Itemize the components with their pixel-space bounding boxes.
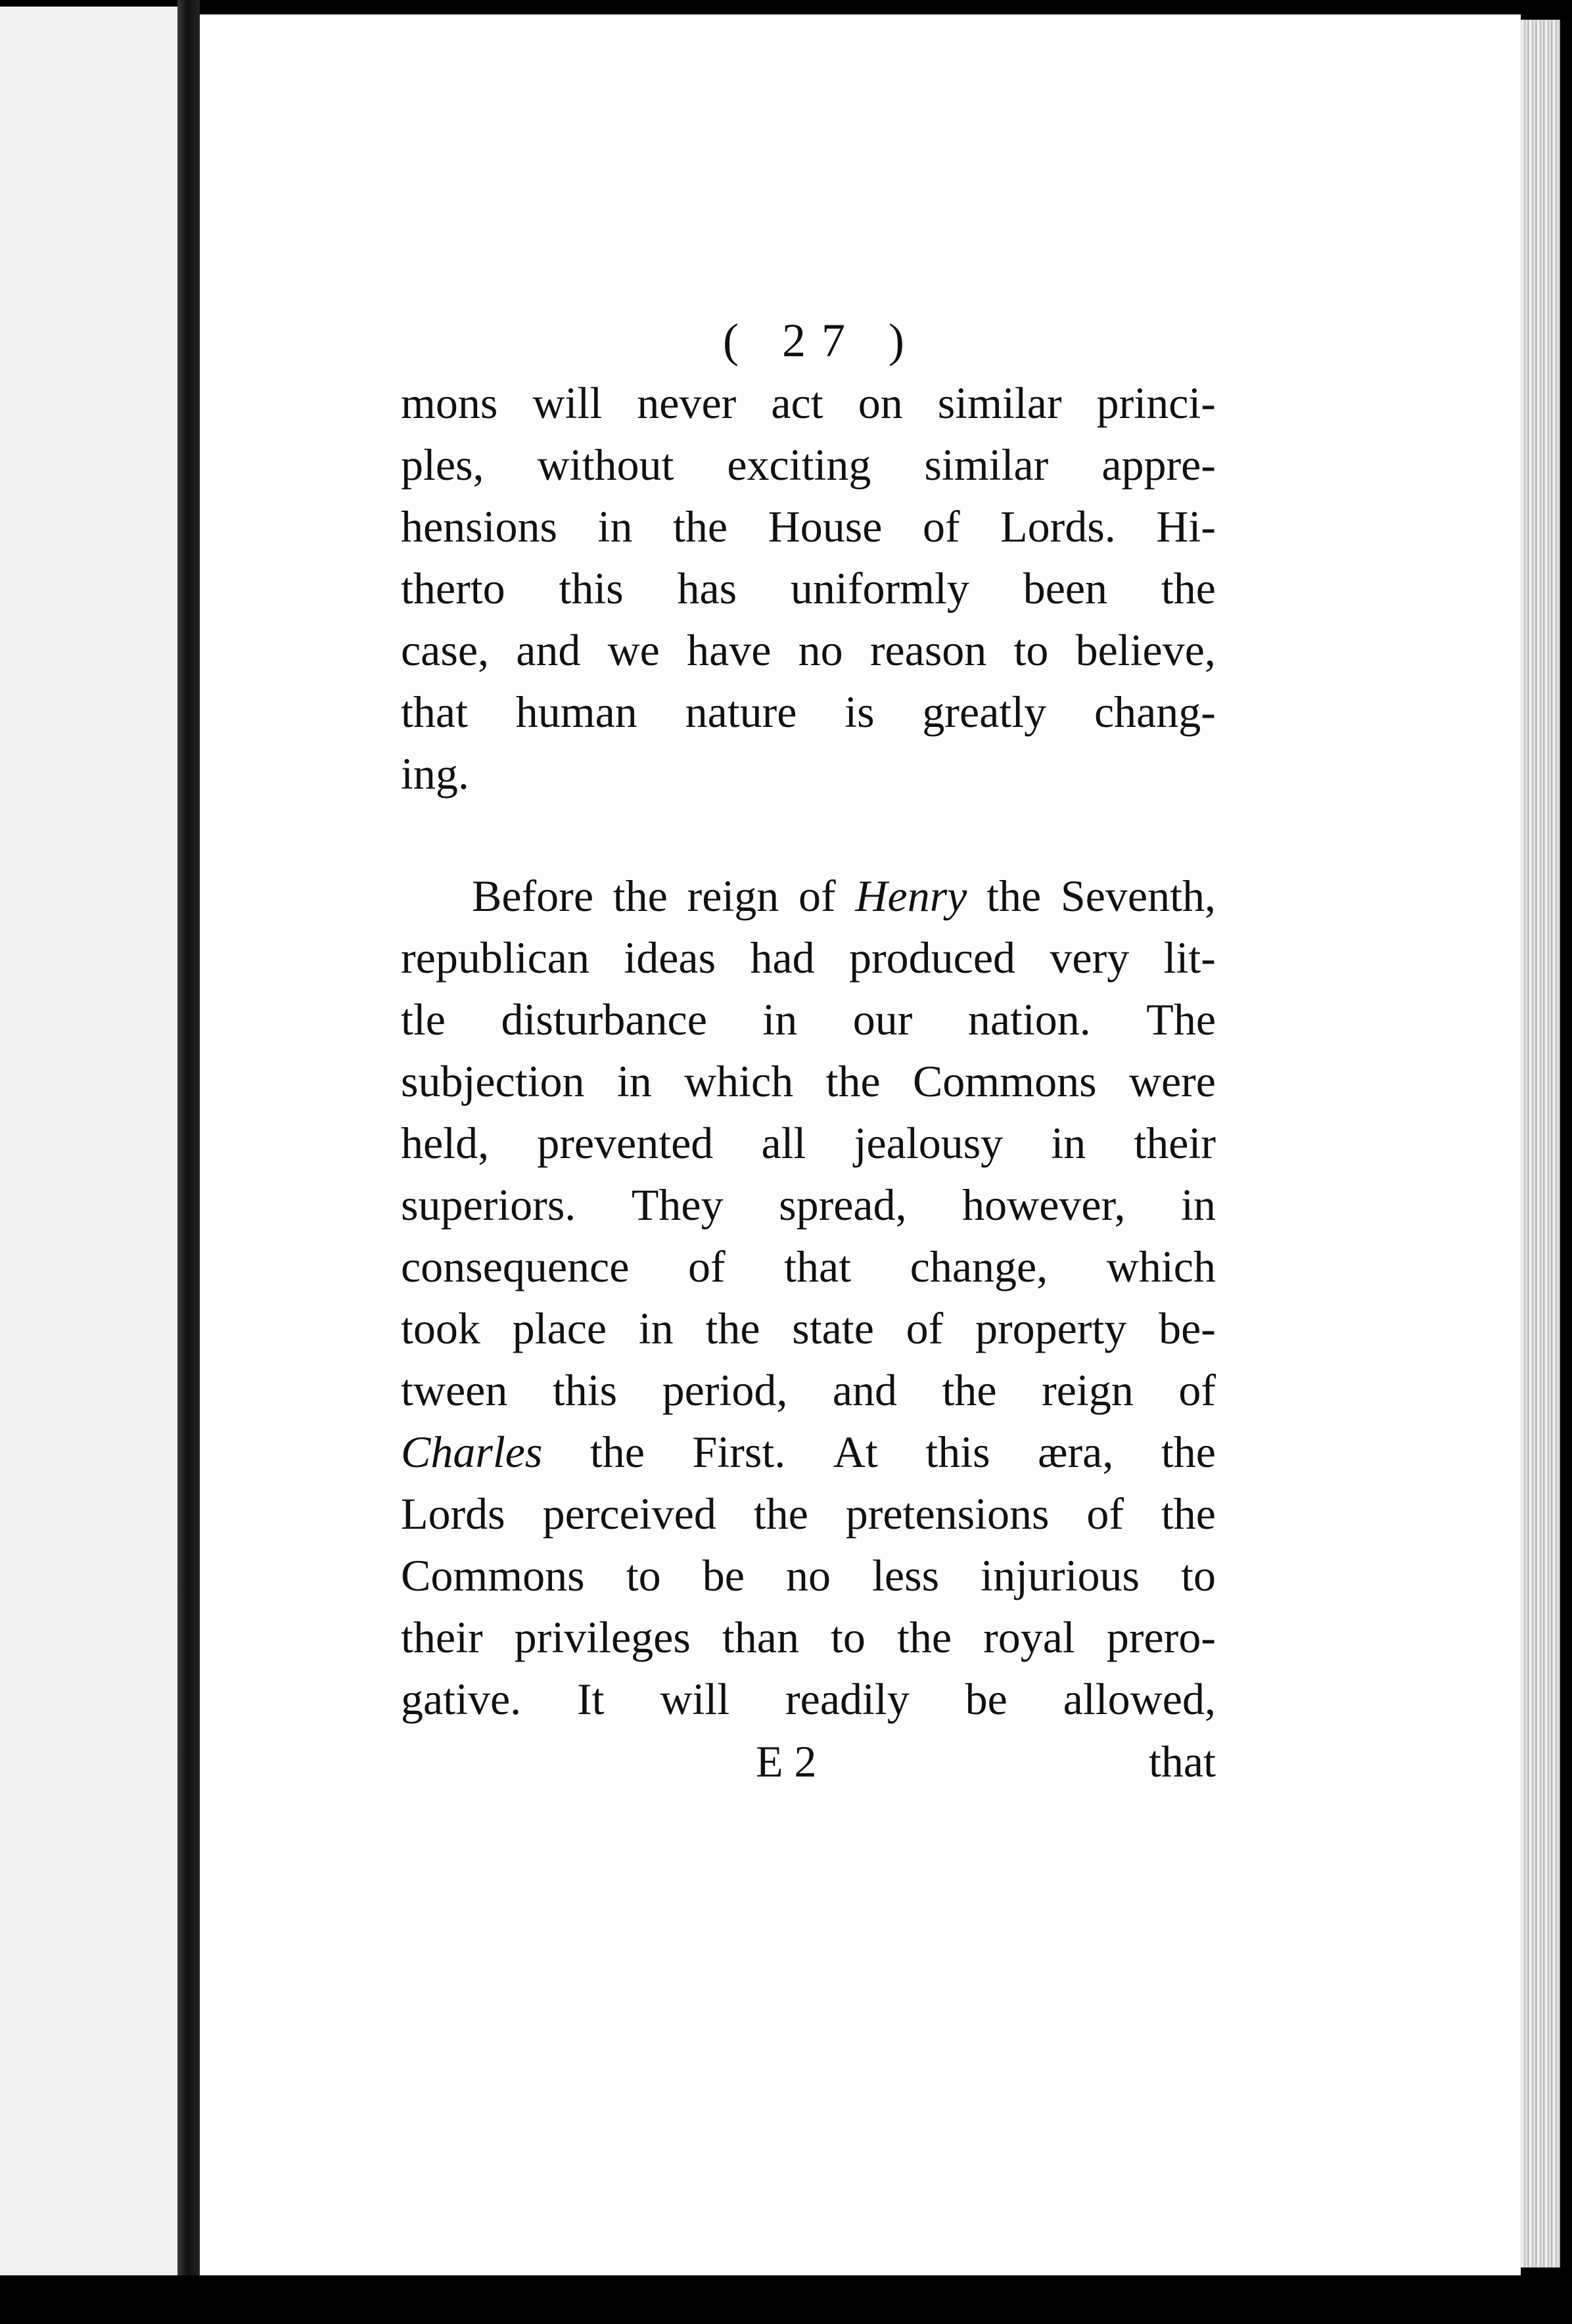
word: will <box>532 378 603 428</box>
word: Hi- <box>1156 501 1216 551</box>
word: in <box>638 1303 674 1353</box>
word: prero- <box>1106 1612 1216 1662</box>
word: Lords <box>401 1489 505 1539</box>
word: in <box>1181 1180 1216 1230</box>
word: the <box>896 1612 952 1662</box>
word: of <box>687 1242 726 1291</box>
text-line <box>401 1668 1216 1730</box>
word: mons <box>401 378 498 428</box>
word: human <box>515 687 637 737</box>
word: reign <box>1042 1365 1134 1415</box>
word: nature <box>685 687 797 737</box>
text-line <box>401 743 1216 804</box>
word: of <box>906 1303 944 1353</box>
word: has <box>677 563 737 613</box>
word: similar <box>924 440 1049 490</box>
word: less <box>872 1550 940 1600</box>
word: place <box>512 1303 607 1353</box>
word: believe, <box>1075 625 1216 675</box>
word: to <box>1181 1550 1216 1600</box>
word: republican <box>401 933 590 983</box>
page-fore-edge <box>1521 20 1560 2267</box>
signature-mark: E 2 <box>756 1736 817 1786</box>
word: prevented <box>537 1118 714 1168</box>
book-gutter <box>177 0 200 2324</box>
text-line <box>401 865 1216 927</box>
word: Commons <box>401 1550 585 1600</box>
word: pretensions <box>845 1489 1050 1539</box>
word: without <box>537 440 674 490</box>
word: lit- <box>1163 933 1216 983</box>
word: we <box>607 625 660 675</box>
word: be- <box>1159 1303 1216 1353</box>
word: disturbance <box>501 994 707 1044</box>
word: this <box>925 1427 990 1477</box>
word: princi- <box>1096 378 1216 428</box>
text-line <box>401 927 1216 988</box>
text-line <box>401 434 1216 496</box>
page-text-block <box>401 309 1216 1793</box>
text-line <box>401 1112 1216 1174</box>
word: superiors. <box>401 1180 576 1230</box>
word: hensions <box>401 501 557 551</box>
word: this <box>559 563 624 613</box>
word: It <box>577 1674 605 1724</box>
word: our <box>852 994 913 1044</box>
word: spread, <box>779 1180 907 1230</box>
text-line <box>401 372 1216 434</box>
word: the <box>1161 1489 1216 1539</box>
word: never <box>637 378 737 428</box>
text-line <box>401 619 1216 681</box>
word: in <box>616 1056 652 1106</box>
word: had <box>750 933 815 983</box>
word: and <box>516 625 581 675</box>
text-line <box>401 1359 1216 1421</box>
word: their <box>401 1612 483 1662</box>
word: readily <box>785 1674 910 1724</box>
word: no <box>785 1550 831 1600</box>
word: case, <box>401 625 490 675</box>
word: of <box>798 871 836 921</box>
catchword: that <box>1149 1736 1216 1786</box>
word: however, <box>962 1180 1126 1230</box>
word: very <box>1050 933 1130 983</box>
paragraph-gap <box>401 804 1216 865</box>
word: produced <box>849 933 1016 983</box>
facing-page-edge <box>0 7 193 2287</box>
word: perceived <box>542 1489 716 1539</box>
text-line <box>401 1545 1216 1606</box>
word: appre- <box>1101 440 1216 490</box>
word: exciting <box>727 440 871 490</box>
text-line <box>401 988 1216 1050</box>
word: which <box>1106 1242 1216 1291</box>
word: will <box>660 1674 730 1724</box>
word: the <box>753 1489 808 1539</box>
word: tween <box>401 1365 508 1415</box>
word: the <box>1161 563 1216 613</box>
word: state <box>792 1303 874 1353</box>
word: period, <box>662 1365 788 1415</box>
word: æra, <box>1038 1427 1114 1477</box>
word: uniformly <box>790 563 969 613</box>
word: royal <box>983 1612 1075 1662</box>
word: greatly <box>922 687 1047 737</box>
text-line <box>401 1483 1216 1545</box>
word: in <box>762 994 798 1044</box>
text-line <box>401 1606 1216 1668</box>
word: be <box>702 1550 745 1600</box>
word: allowed, <box>1063 1674 1216 1724</box>
paragraph-2 <box>401 865 1216 1730</box>
word: of <box>1178 1365 1216 1415</box>
word: of <box>1086 1489 1124 1539</box>
word: At <box>833 1427 878 1477</box>
word: the <box>673 501 728 551</box>
word: on <box>858 378 903 428</box>
word: consequence <box>401 1242 630 1291</box>
text-line <box>401 1421 1216 1483</box>
word: tle <box>401 994 446 1044</box>
word: property <box>975 1303 1127 1353</box>
word: to <box>831 1612 866 1662</box>
word: that <box>401 687 468 737</box>
word: to <box>626 1550 661 1600</box>
word: the <box>942 1365 997 1415</box>
word: in <box>597 501 633 551</box>
scan-bottom-border <box>0 2275 1572 2324</box>
word: the <box>986 871 1042 921</box>
word: jealousy <box>854 1118 1004 1168</box>
word: change, <box>910 1242 1048 1291</box>
word: is <box>844 687 875 737</box>
word: The <box>1146 994 1216 1044</box>
page-number-header: ( 27 ) <box>723 314 920 367</box>
word: of <box>922 501 960 551</box>
word: than <box>722 1612 799 1662</box>
text-line <box>401 1174 1216 1236</box>
word: gative. <box>401 1674 522 1724</box>
word: were <box>1128 1056 1216 1106</box>
word: reign <box>687 871 779 921</box>
word: subjection <box>401 1056 585 1106</box>
word: the <box>590 1427 645 1477</box>
word: act <box>771 378 823 428</box>
text-line <box>401 1297 1216 1359</box>
word: First. <box>692 1427 786 1477</box>
text-line <box>401 1050 1216 1112</box>
word: similar <box>937 378 1062 428</box>
word: took <box>401 1303 480 1353</box>
word: the <box>705 1303 760 1353</box>
word: injurious <box>981 1550 1140 1600</box>
word: Before <box>472 871 594 921</box>
word: Henry <box>855 871 967 921</box>
word: to <box>1013 625 1049 675</box>
word: in <box>1051 1118 1086 1168</box>
word: held, <box>401 1118 490 1168</box>
word: ples, <box>401 440 484 490</box>
word: Lords. <box>1000 501 1116 551</box>
word: nation. <box>967 994 1091 1044</box>
word: chang- <box>1094 687 1216 737</box>
page-footer <box>401 1730 1216 1793</box>
paragraph-1 <box>401 372 1216 804</box>
word: Seventh, <box>1060 871 1216 921</box>
word: Charles <box>401 1427 543 1477</box>
text-line <box>401 681 1216 743</box>
text-line <box>401 496 1216 557</box>
word: this <box>552 1365 618 1415</box>
word: They <box>631 1180 724 1230</box>
word: their <box>1134 1118 1216 1168</box>
text-line <box>401 1236 1216 1297</box>
word: been <box>1023 563 1108 613</box>
word: the <box>1161 1427 1216 1477</box>
text-line <box>401 557 1216 619</box>
word: the <box>613 871 668 921</box>
word: and <box>832 1365 898 1415</box>
word: all <box>761 1118 806 1168</box>
word: Commons <box>912 1056 1097 1106</box>
word: have <box>687 625 772 675</box>
word: the <box>825 1056 881 1106</box>
word: no <box>798 625 843 675</box>
word: be <box>965 1674 1007 1724</box>
word: which <box>684 1056 794 1106</box>
word: that <box>784 1242 852 1291</box>
word: ing. <box>401 749 469 799</box>
word: therto <box>401 563 505 613</box>
word: ideas <box>624 933 716 983</box>
word: privileges <box>514 1612 691 1662</box>
word: reason <box>869 625 987 675</box>
word: House <box>768 501 883 551</box>
